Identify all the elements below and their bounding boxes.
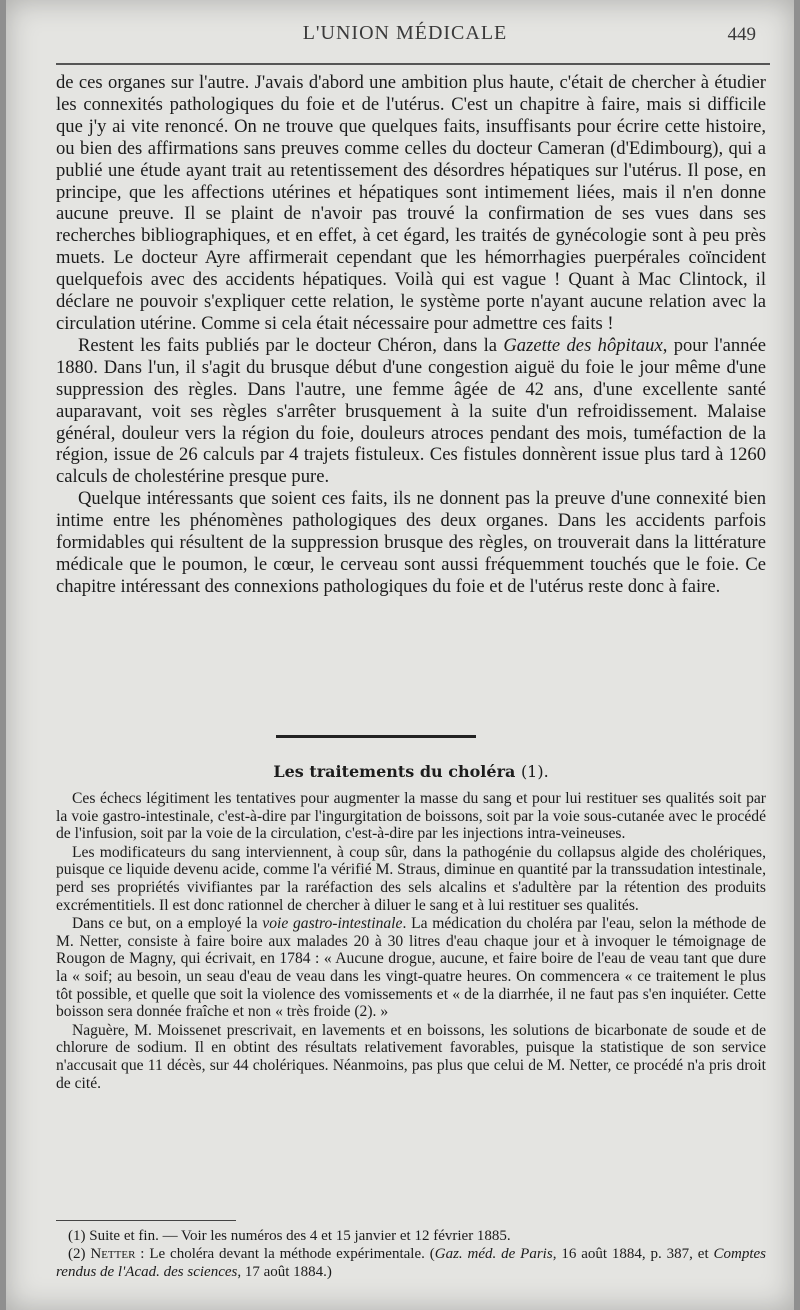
small-paragraph-3-end: . La médication du choléra par l'eau, selon la méthode de M. Netter, consiste à faire boire aux malades 20 à 30 litres d'eau chaque jour et à invoquer le témoignage de Rougon de Magny, qui écrivait, en 1784 : « Aucune drogue, aucune, et faire boire de l'eau de veau tant que dure la « soif; au besoin, un seau d'eau de veau dans les vingt-quatre heures. On commencera « ce traitement le plus tôt possible, et quelle que soit la violence des vomissements et « de la diarrhée, il ne faut pas s'en inquiéter. Cette boisson sera donnée fraîche et non « très froide (2). » [56,915,767,1021]
small-paragraph-3-start: Dans ce but, on a employé la [72,915,263,933]
small-paragraph-3-italic: voie gastro-intestinale [262,915,403,933]
journal-title: Gazette des hôpitaux [503,334,663,356]
footnote-1: (1) Suite et fin. — Voir les numéros des 4 et 15 janvier et 12 février 1885. [68,1228,511,1244]
footnote-2-c: , 17 août 1884.) [237,1264,332,1280]
page-number: 449 [727,24,756,45]
section-separator [276,735,476,738]
small-paragraph-4: Naguère, M. Moissenet prescrivait, en lavements et en boissons, les solutions de bicarbonate de soude et de chlorure de sodium. Il en obtint des résultats relativement favorables, puisque la statistique de son service n'accusait que 11 décès, sur 44 cholériques. Néanmoins, pas plus que celui de M. Netter, ce procédé n'a pris droit de cité. [56,1021,766,1092]
footnote-2-author: Netter [90,1246,136,1262]
section-title [56,762,766,781]
footnote-2-b: , 16 août 1884, p. 387, et [552,1246,714,1262]
paragraph-2-end: , pour l'année 1880. Dans l'un, il s'agit du brusque début d'une congestion aiguë du foie le jour même d'une suppression des règles. Dans l'autre, une femme âgée de 42 ans, d'une excellente santé auparavant, voit ses règles s'arrêter brusquement à la suite d'un refroidissement. Malaise général, douleur vers la région du foie, douleurs atroces pendant des mois, tuméfaction de la région, issue de 26 calculs par 4 trajets fistuleux. Ces fistules donnèrent issue plus tard à 1260 calculs de cholestérine presque pure. [56,334,767,488]
page-header [46,22,764,52]
document-page [6,0,794,1310]
paragraph-2-start: Restent les faits publiés par le docteur Chéron, dans la [78,334,504,356]
small-paragraph-3 [56,915,766,1021]
small-paragraph-2: Les modificateurs du sang interviennent, à coup sûr, dans la pathogénie du collapsus algide des cholériques, puisque ce liquide devenu acide, comme l'a vérifié M. Straus, diminue en quantité par la transsudation intestinale, perd ses propriétés vivifiantes par la raréfaction des sels alcalins et s'adultère par la rétention des produits excrémentitiels. Il est donc rationnel de chercher à diluer le sang et à lui restituer ses qualités. [56,843,766,914]
footnotes [56,1227,766,1281]
header-rule [56,63,770,65]
footnote-2-a: : Le choléra devant la méthode expérimentale. ( [135,1246,435,1262]
footnote-2-comptes: Comptes rendus de l'Acad. des sciences [56,1246,767,1280]
small-paragraph-1: Ces échecs légitiment les tentatives pour augmenter la masse du sang et pour lui restituer ses qualités soit par la voie gastro-intestinale, c'est-à-dire par l'ingurgitation de boissons, soit par la voie sous-cutanée avec le procédé de l'infusion, soit par la voie de la circulation, c'est-à-dire par les injections intra-veineuses. [56,790,766,843]
paragraph-3: Quelque intéressants que soient ces faits, ils ne donnent pas la preuve d'une connexité bien intime entre les phénomènes pathologiques des deux organes. Dans les accidents parfois formidables qui résultent de la suppression brusque des règles, on trouverait dans la littérature médicale que le poumon, le cœur, le cerveau sont aussi fréquemment touchés que le foie. Ce chapitre intéressant des connexions pathologiques du foie et de l'utérus reste donc à faire. [56,488,766,597]
section-title-text: Les traitements du choléra [273,762,516,781]
running-title: L'UNION MÉDICALE [302,22,508,44]
section-text [56,790,766,1093]
paragraph-1: de ces organes sur l'autre. J'avais d'abord une ambition plus haute, c'était de chercher à étudier les connexités pathologiques du foie et de l'utérus. C'est un chapitre à faire, mais si difficile que j'y ai vite renoncé. On ne trouve que quelques faits, insuffisants pour écrire cette histoire, ou bien des affirmations sans preuves comme celles du docteur Cameran (d'Edimbourg), qui a publié une étude ayant trait au retentissement des désordres hépatiques sur l'utérus. Il pose, en principe, que les affections utérines et hépatiques sont intimement liées, mais il n'en donne aucune preuve. Il se plaint de n'avoir pas trouvé la confirmation de ses vues dans ses recherches bibliographiques, et en effet, à cet égard, les traités de gynécologie sont à peu près muets. Le docteur Ayre affirmerait cependant que les hémorrhagies puerpérales coïncident quelquefois avec des accidents hépatiques. Voilà qui est vague ! Quant à Mac Clintock, il déclare ne pouvoir s'expliquer cette relation, le système porte n'ayant aucune relation avec la circulation utérine. Comme si cela était nécessaire pour admettre ces faits ! [56,72,766,334]
footnote-2 [56,1245,766,1281]
section-title-note: (1). [520,762,549,781]
footnote-rule [56,1220,236,1221]
main-text [56,72,766,598]
footnote-2-journal: Gaz. méd. de Paris [434,1246,553,1262]
paragraph-2 [56,335,766,488]
footnote-2-num: (2) [68,1246,91,1262]
